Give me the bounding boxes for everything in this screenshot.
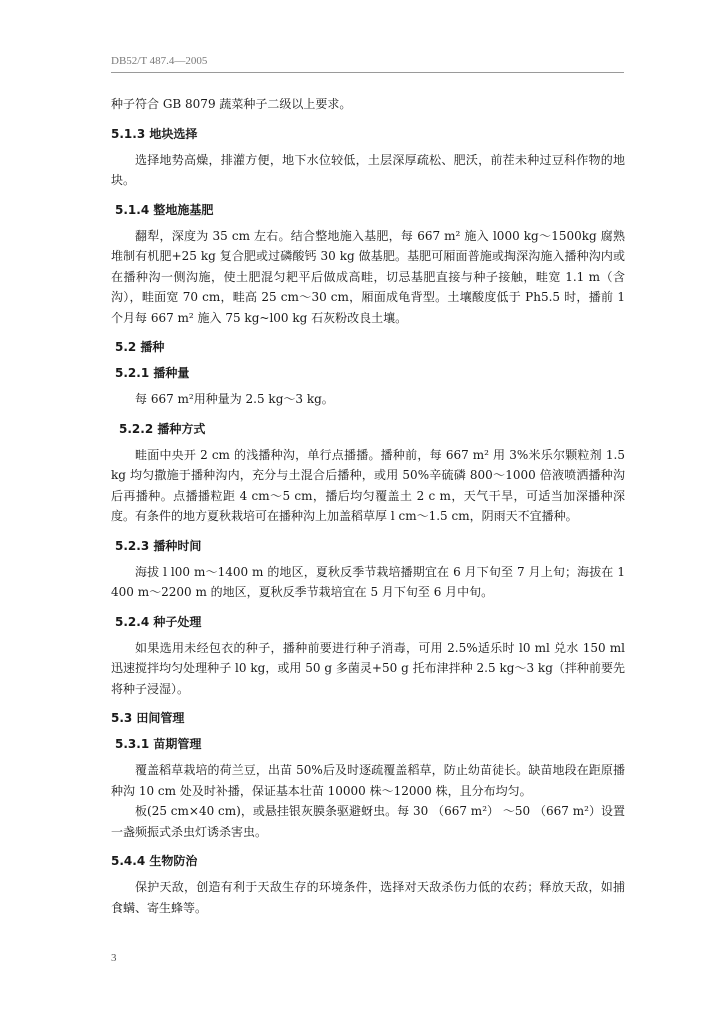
heading-5-1-4: 5.1.4 整地施基肥 bbox=[115, 202, 214, 217]
heading-5-2-2: 5.2.2 播种方式 bbox=[119, 421, 206, 436]
paragraph-5-1-4: 翻犁，深度为 35 cm 左右。结合整地施入基肥，每 667 m² 施入 l000 kg～1500kg 腐熟堆制有机肥+25 kg 复合肥或过磷酸钙 30 kg 做基肥。基肥可厢面普施或掏深沟施入播种沟内或在播种沟一侧沟施，使土肥混匀耙平后做成高畦，切忌基肥直接与种子接触，畦宽 1.1 m（含沟），畦面宽 70 cm，畦高 25 cm～30 cm，厢面成龟背型。土壤酸度低于 Ph5.5 时，播前 1 个月每 667 m² 施入 75 kg~l00 kg 石灰粉改良土壤。 bbox=[111, 228, 625, 325]
document-body bbox=[111, 94, 625, 918]
paragraph-5-2-2: 畦面中央开 2 cm 的浅播种沟，单行点播播。播种前，每 667 m² 用 3%米乐尔颗粒剂 1.5 kg 均匀撒施于播种沟内，充分与土混合后播种，或用 50%辛硫磷 800～1000 倍液喷洒播种沟后再播种。点播播粒距 4 cm～5 cm，播后均匀覆盖土 2 c m，天气干旱，可适当加深播种深度。有条件的地方夏秋栽培可在播种沟上加盖稻草厚 l cm～1.5 cm，阴雨天不宜播种。 bbox=[111, 447, 625, 523]
standard-code: DB52/T 487.4—2005 bbox=[111, 55, 208, 67]
paragraph-5-3-1a: 覆盖稻草栽培的荷兰豆，出苗 50%后及时逐疏覆盖稻草，防止幼苗徒长。缺苗地段在距原播种沟 10 cm 处及时补播，保证基本壮苗 10000 株～12000 株，且分布均匀。 bbox=[111, 763, 625, 798]
heading-5-3-1: 5.3.1 苗期管理 bbox=[115, 737, 202, 751]
paragraph-5-2-1: 每 667 m²用种量为 2.5 kg～3 kg。 bbox=[135, 392, 334, 406]
heading-5-2-1: 5.2.1 播种量 bbox=[115, 366, 190, 380]
heading-5-4-4: 5.4.4 生物防治 bbox=[111, 854, 198, 868]
paragraph-seed-quality: 种子符合 GB 8079 蔬菜种子二级以上要求。 bbox=[111, 97, 352, 111]
paragraph-5-2-4: 如果选用未经包衣的种子，播种前要进行种子消毒，可用 2.5%适乐时 l0 ml 兑水 150 ml 迅速搅拌均匀处理种子 l0 kg，或用 50 g 多菌灵+50 g 托布津拌种 2.5 kg～3 kg（拌种前要先将种子浸湿）。 bbox=[111, 640, 625, 696]
paragraph-5-4-4: 保护天敌，创造有利于天敌生存的环境条件，选择对天敌杀伤力低的农药；释放天敌，如捕食螨、寄生蜂等。 bbox=[111, 880, 625, 915]
heading-5-2-3: 5.2.3 播种时间 bbox=[115, 538, 202, 553]
heading-5-3: 5.3 田间管理 bbox=[111, 711, 185, 725]
paragraph-5-1-3: 选择地势高燥，排灌方便，地下水位较低，土层深厚疏松、肥沃，前茬未种过豆科作物的地块。 bbox=[111, 152, 625, 187]
page-number: 3 bbox=[111, 952, 117, 964]
paragraph-5-2-3: 海拔 l l00 m～1400 m 的地区，夏秋反季节栽培播期宜在 6 月下旬至 7 月上旬；海拔在 1400 m～2200 m 的地区，夏秋反季节栽培宜在 5 月下旬至 6 月中旬。 bbox=[111, 564, 625, 599]
heading-5-1-3: 5.1.3 地块选择 bbox=[111, 126, 198, 141]
paragraph-5-3-1b: 板(25 cm×40 cm)，或悬挂银灰膜条驱避蚜虫。每 30 （667 m²） ～50 （667 m²）设置一盏频振式杀虫灯诱杀害虫。 bbox=[111, 804, 625, 839]
heading-5-2: 5.2 播种 bbox=[115, 340, 165, 354]
heading-5-2-4: 5.2.4 种子处理 bbox=[115, 614, 202, 629]
header-rule bbox=[111, 72, 624, 73]
